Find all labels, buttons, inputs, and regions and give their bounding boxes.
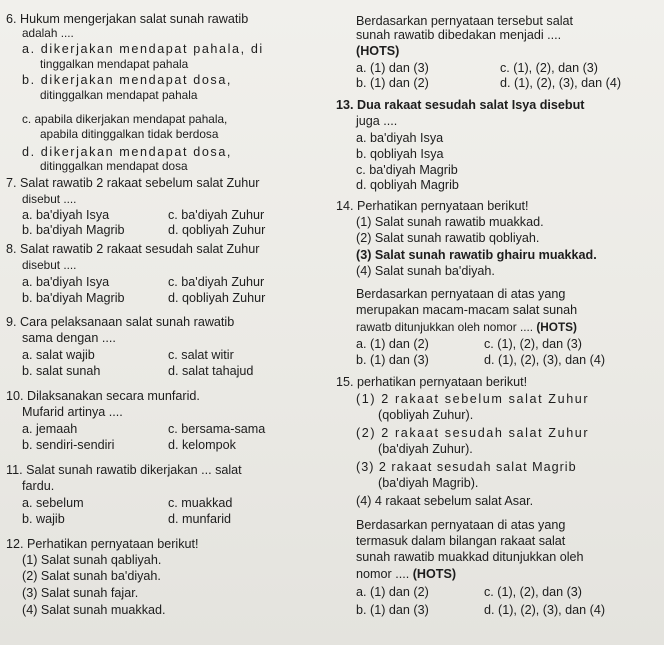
q8-option-a: a. ba'diyah Isya: [22, 275, 110, 289]
q9-option-c: c. salat witir: [168, 348, 234, 362]
q15-hots-label: (HOTS): [412, 567, 457, 581]
q15-item-1-line-2: (qobliyah Zuhur).: [378, 408, 474, 422]
q15-question-line-2: termasuk dalam bilangan rakaat salat: [356, 534, 566, 548]
q6-option-d-line-1: d. dikerjakan mendapat dosa,: [22, 145, 233, 159]
q12-option-b: b. (1) dan (2): [356, 76, 429, 90]
q12-stem: 12. Perhatikan pernyataan berikut!: [6, 537, 199, 551]
q6-stem-line-2: adalah ....: [22, 26, 74, 40]
q15-item-2-line-2: (ba'diyah Zuhur).: [378, 442, 473, 456]
q6-option-d-line-2: ditinggalkan mendapat dosa: [40, 159, 188, 173]
q12-item-1: (1) Salat sunah qabliyah.: [22, 553, 162, 567]
q7-stem-line-1: 7. Salat rawatib 2 rakaat sebelum salat Zuhur: [6, 176, 260, 190]
q6-stem-line-1: 6. Hukum mengerjakan salat sunah rawatib: [6, 12, 249, 26]
q12-item-2: (2) Salat sunah ba'diyah.: [22, 569, 161, 583]
q13-option-d: d. qobliyah Magrib: [356, 178, 459, 192]
q6-option-a-line-2: tinggalkan mendapat pahala: [40, 57, 189, 71]
q12-option-a: a. (1) dan (3): [356, 61, 429, 75]
q15-question-line-1: Berdasarkan pernyataan di atas yang: [356, 518, 566, 532]
q15-question-line-4: [356, 567, 456, 582]
q15-option-b: b. (1) dan (3): [356, 603, 429, 617]
q12-question-line-1: Berdasarkan pernyataan tersebut salat: [356, 14, 574, 28]
q10-option-a: a. jemaah: [22, 422, 78, 436]
q15-option-c: c. (1), (2), dan (3): [484, 585, 582, 599]
q12-question-line-2: sunah rawatib dibedakan menjadi ....: [356, 28, 562, 42]
q10-option-d: d. kelompok: [168, 438, 236, 452]
q13-option-c: c. ba'diyah Magrib: [356, 163, 458, 177]
q8-option-d: d. qobliyah Zuhur: [168, 291, 266, 305]
q6-option-c-line-1: c. apabila dikerjakan mendapat pahala,: [22, 112, 228, 126]
q14-question-line-2: merupakan macam-macam salat sunah: [356, 303, 578, 317]
q14-stem: 14. Perhatikan pernyataan berikut!: [336, 199, 529, 213]
q11-option-c: c. muakkad: [168, 496, 233, 510]
q15-item-1-line-1: (1) 2 rakaat sebelum salat Zuhur: [356, 392, 590, 406]
q15-item-3-line-1: (3) 2 rakaat sesudah salat Magrib: [356, 460, 577, 474]
q14-item-1: (1) Salat sunah rawatib muakkad.: [356, 215, 544, 229]
q9-option-b: b. salat sunah: [22, 364, 101, 378]
q15-stem: 15. perhatikan pernyataan berikut!: [336, 375, 528, 389]
q15-question-text: nomor ....: [356, 567, 413, 581]
q15-item-2-line-1: (2) 2 rakaat sesudah salat Zuhur: [356, 426, 590, 440]
q14-question-line-1: Berdasarkan pernyataan di atas yang: [356, 287, 566, 301]
q8-stem-line-2: disebut ....: [22, 258, 77, 272]
q6-option-b-line-2: ditinggalkan mendapat pahala: [40, 88, 198, 102]
q8-option-c: c. ba'diyah Zuhur: [168, 275, 265, 289]
q11-option-d: d. munfarid: [168, 512, 231, 526]
q14-option-b: b. (1) dan (3): [356, 353, 429, 367]
q11-option-a: a. sebelum: [22, 496, 84, 510]
q14-option-c: c. (1), (2), dan (3): [484, 337, 582, 351]
q12-option-c: c. (1), (2), dan (3): [500, 61, 598, 75]
q6-option-a-line-1: a. dikerjakan mendapat pahala, di: [22, 42, 264, 56]
q11-stem-line-1: 11. Salat sunah rawatib dikerjakan ... salat: [6, 463, 242, 477]
q12-item-3: (3) Salat sunah fajar.: [22, 586, 139, 600]
q10-option-b: b. sendiri-sendiri: [22, 438, 115, 452]
q14-item-2: (2) Salat sunah rawatib qobliyah.: [356, 231, 540, 245]
q12-option-d: d. (1), (2), (3), dan (4): [500, 76, 622, 90]
q9-option-a: a. salat wajib: [22, 348, 95, 362]
q14-question-line-3: [356, 320, 577, 335]
q9-stem-line-1: 9. Cara pelaksanaan salat sunah rawatib: [6, 315, 235, 329]
q9-stem-line-2: sama dengan ....: [22, 331, 116, 345]
q14-option-a: a. (1) dan (2): [356, 337, 429, 351]
q12-hots-label: (HOTS): [356, 44, 400, 58]
q11-stem-line-2: fardu.: [22, 479, 55, 493]
q15-item-4: (4) 4 rakaat sebelum salat Asar.: [356, 494, 534, 508]
q14-item-3: (3) Salat sunah rawatib ghairu muakkad.: [356, 248, 597, 262]
q6-option-b-line-1: b. dikerjakan mendapat dosa,: [22, 73, 233, 87]
q11-option-b: b. wajib: [22, 512, 65, 526]
q7-option-c: c. ba'diyah Zuhur: [168, 208, 265, 222]
q10-stem-line-2: Mufarid artinya ....: [22, 405, 123, 419]
q9-option-d: d. salat tahajud: [168, 364, 254, 378]
q6-option-c-line-2: apabila ditinggalkan tidak berdosa: [40, 127, 219, 141]
q13-option-b: b. qobliyah Isya: [356, 147, 444, 161]
q15-option-a: a. (1) dan (2): [356, 585, 429, 599]
q14-item-4: (4) Salat sunah ba'diyah.: [356, 264, 495, 278]
q12-item-4: (4) Salat sunah muakkad.: [22, 603, 166, 617]
q13-stem-line-1: 13. Dua rakaat sesudah salat Isya disebut: [336, 98, 585, 112]
q8-stem-line-1: 8. Salat rawatib 2 rakaat sesudah salat Zuhur: [6, 242, 260, 256]
q15-question-line-3: sunah rawatib muakkad ditunjukkan oleh: [356, 550, 584, 564]
q7-stem-line-2: disebut ....: [22, 192, 77, 206]
q7-option-b: b. ba'diyah Magrib: [22, 223, 125, 237]
q15-item-3-line-2: (ba'diyah Magrib).: [378, 476, 479, 490]
q14-option-d: d. (1), (2), (3), dan (4): [484, 353, 606, 367]
q8-option-b: b. ba'diyah Magrib: [22, 291, 125, 305]
q10-stem-line-1: 10. Dilaksanakan secara munfarid.: [6, 389, 200, 403]
q14-question-text: rawatb ditunjukkan oleh nomor ....: [356, 320, 537, 334]
q15-option-d: d. (1), (2), (3), dan (4): [484, 603, 606, 617]
q14-hots-label: (HOTS): [536, 320, 577, 334]
q10-option-c: c. bersama-sama: [168, 422, 266, 436]
q13-stem-line-2: juga ....: [356, 114, 398, 128]
q13-option-a: a. ba'diyah Isya: [356, 131, 444, 145]
q7-option-a: a. ba'diyah Isya: [22, 208, 110, 222]
q7-option-d: d. qobliyah Zuhur: [168, 223, 266, 237]
